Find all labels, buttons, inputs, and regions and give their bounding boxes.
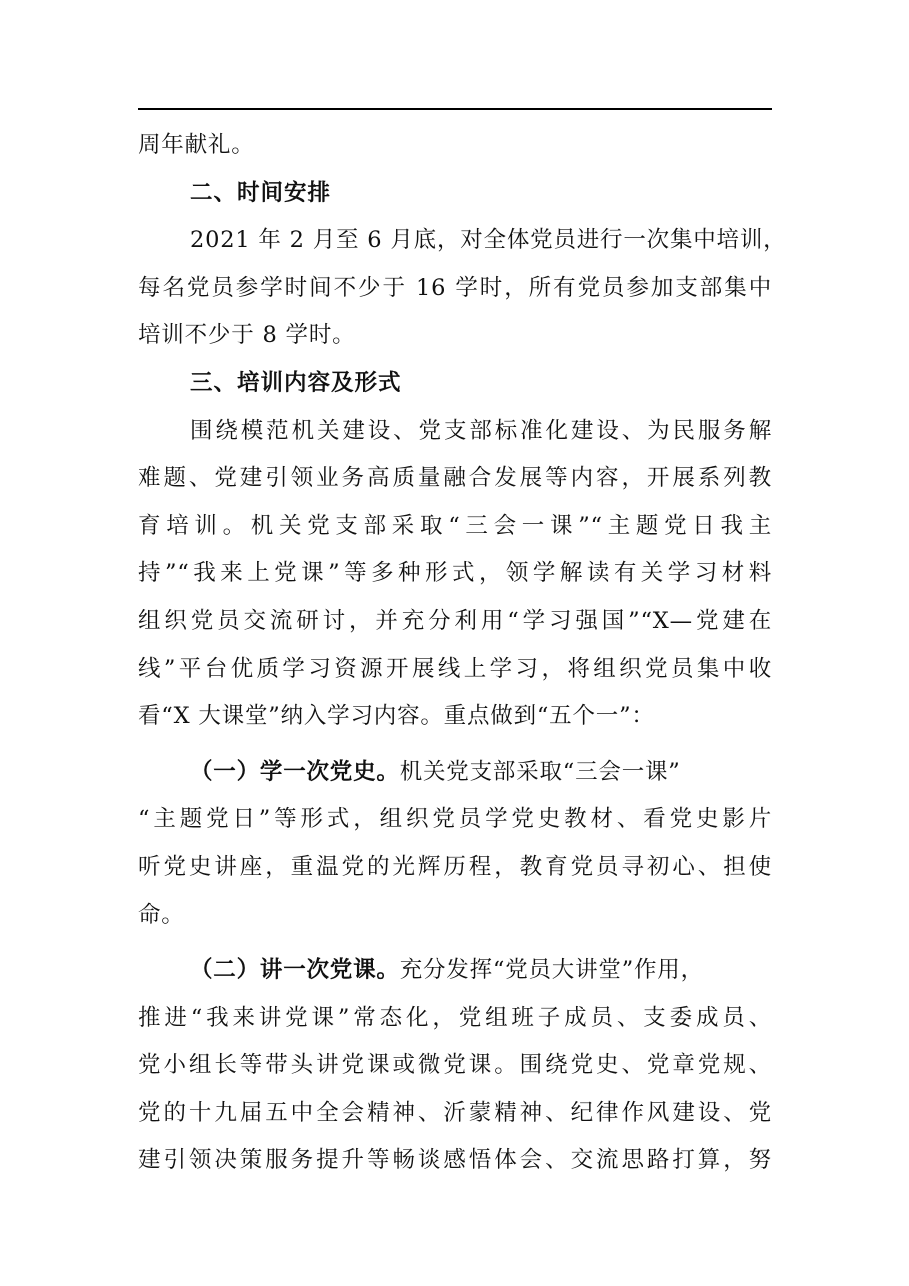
subsection-title-party-lecture: （二）讲一次党课。 — [190, 957, 400, 984]
document-body — [138, 122, 787, 1185]
paragraph-line: 2021 年 2 月至 6 月底，对全体党员进行一次集中培训， — [190, 227, 787, 254]
subsection-title-party-history: （一）学一次党史。 — [190, 758, 400, 785]
paragraph-line: 看“X 大课堂”纳入学习内容。重点做到“五个一”： — [138, 703, 655, 730]
paragraph-line: 推进“我来讲党课”常态化，党组班子成员、支委成员、 — [138, 1004, 772, 1031]
paragraph-line: 线”平台优质学习资源开展线上学习，将组织党员集中收 — [138, 655, 772, 682]
header-rule — [138, 108, 772, 110]
paragraph-line: 围绕模范机关建设、党支部标准化建设、为民服务解 — [190, 417, 772, 444]
paragraph-line: 难题、党建引领业务高质量融合发展等内容，开展系列教 — [138, 465, 772, 492]
subsection-line — [138, 947, 772, 995]
paragraph-line: “主题党日”等形式，组织党员学党史教材、看党史影片 — [138, 806, 772, 833]
subsection-line — [138, 749, 772, 797]
paragraph-line: 党的十九届五中全会精神、沂蒙精神、纪律作风建设、党 — [138, 1099, 772, 1126]
paragraph-line: 党小组长等带头讲党课或微党课。围绕党史、党章党规、 — [138, 1052, 772, 1079]
paragraph-line: 培训不少于 8 学时。 — [138, 322, 356, 349]
subsection-text: 机关党支部采取“三会一课” — [399, 758, 681, 785]
section-heading-content-format: 三、培训内容及形式 — [190, 369, 402, 396]
paragraph-line: 每名党员参学时间不少于 16 学时，所有党员参加支部集中 — [138, 274, 772, 301]
paragraph-line: 建引领决策服务提升等畅谈感悟体会、交流思路打算，努 — [138, 1147, 772, 1174]
paragraph-line: 育培训。机关党支部采取“三会一课”“主题党日我主 — [138, 512, 772, 539]
paragraph-line: 命。 — [138, 901, 185, 928]
paragraph-line: 听党史讲座，重温党的光辉历程，教育党员寻初心、担使 — [138, 853, 772, 880]
subsection-text: 充分发挥“党员大讲堂”作用， — [399, 957, 704, 984]
paragraph-line: 周年献礼。 — [138, 132, 255, 158]
section-heading-schedule: 二、时间安排 — [190, 179, 332, 206]
paragraph-line: 组织党员交流研讨，并充分利用“学习强国”“X—党建在 — [138, 607, 772, 634]
paragraph-line: 持”“我来上党课”等多种形式，领学解读有关学习材料 — [138, 560, 772, 587]
